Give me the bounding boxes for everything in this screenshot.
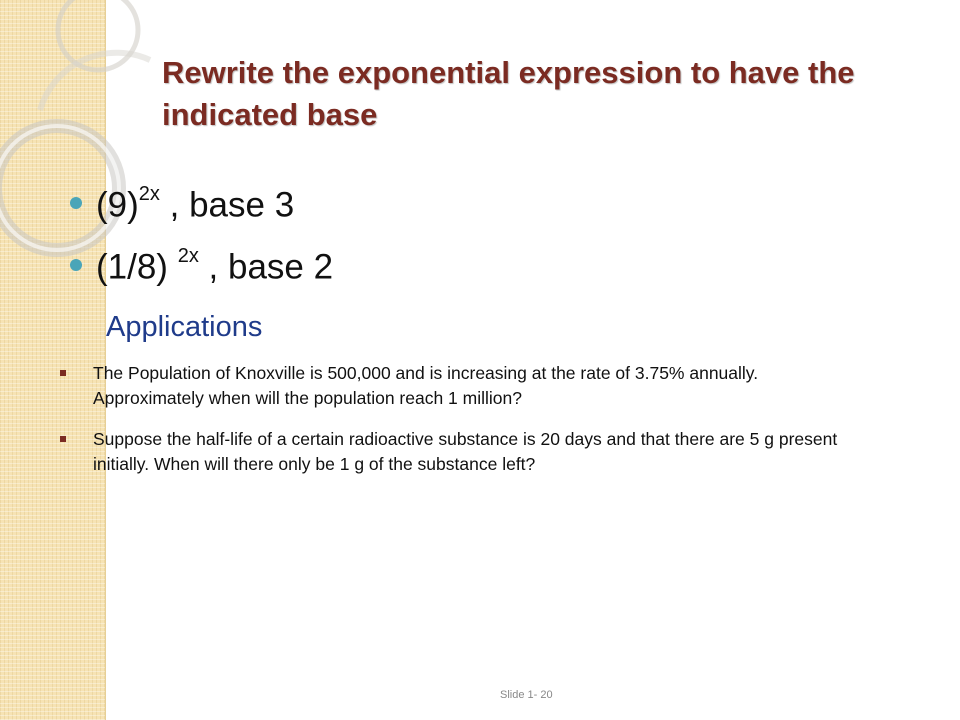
- bullet-dot-icon: [70, 197, 82, 209]
- application-text: Suppose the half-life of a certain radioactive substance is 20 days and that there are 5 g present initially. When will there only be 1 g of the substance left?: [93, 429, 838, 474]
- bullet-item-2: [70, 240, 333, 288]
- bullet-exponent: 2x: [138, 183, 160, 205]
- applications-heading: Applications: [106, 311, 263, 343]
- slide-title: Rewrite the exponential expression to have the indicated base: [162, 55, 855, 132]
- slide-number: Slide 1- 20: [500, 689, 553, 701]
- bullet-base: (1/8): [96, 247, 178, 287]
- application-text: The Population of Knoxville is 500,000 and is increasing at the rate of 3.75% annually. Approximately when will the population reach 1 million?: [93, 363, 759, 408]
- bullet-exponent: 2x: [177, 245, 199, 267]
- application-item-1: [60, 361, 850, 411]
- bullet-dot-icon: [70, 259, 82, 271]
- square-bullet-icon: [60, 436, 66, 442]
- bullet-tail: , base 3: [159, 185, 295, 225]
- bullet-tail: , base 2: [198, 247, 334, 287]
- application-item-2: [60, 427, 850, 477]
- decorative-left-strip: [0, 0, 106, 720]
- bullet-base: (9): [96, 185, 139, 225]
- bullet-item-1: [70, 178, 294, 226]
- square-bullet-icon: [60, 370, 66, 376]
